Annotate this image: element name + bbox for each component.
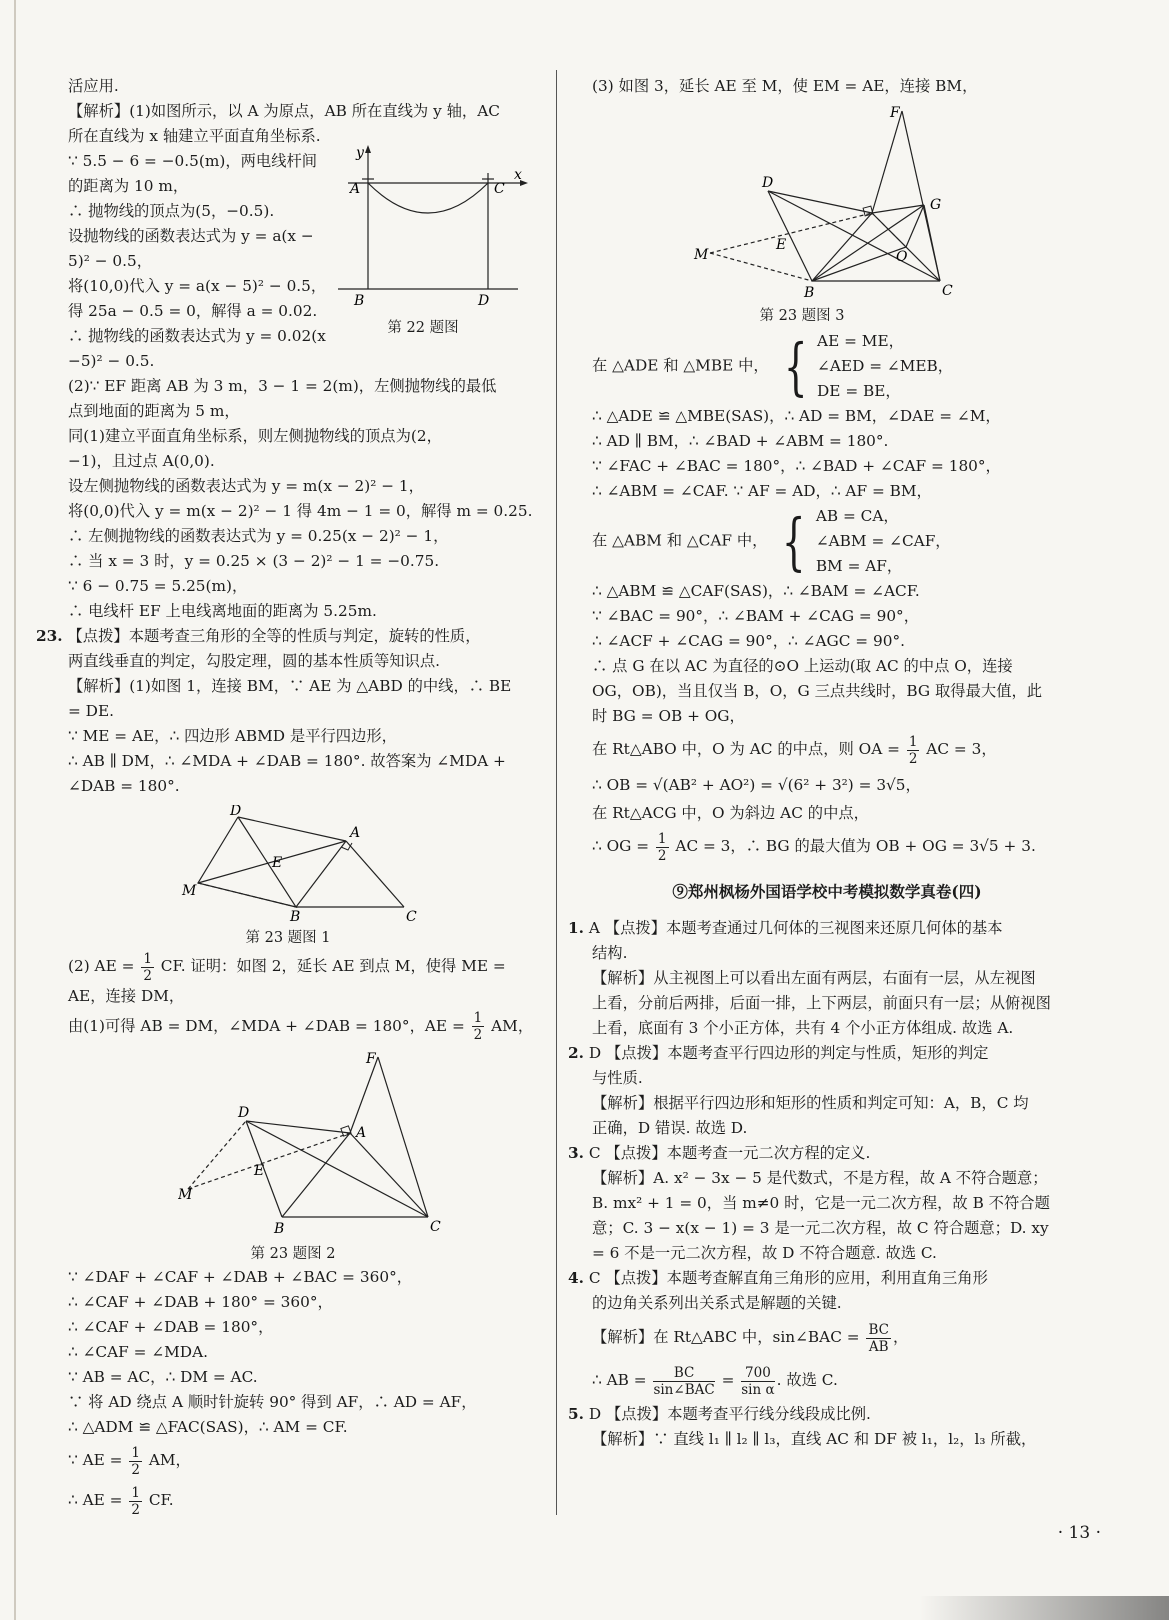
label-A: A (356, 1125, 367, 1141)
label-F: F (890, 105, 900, 121)
fraction (472, 1010, 485, 1043)
label-C: C (406, 909, 417, 923)
text-segment: ∵ AE = (68, 1451, 123, 1469)
text-line: ∴ ∠ABM = ∠CAF. ∵ AF = AD，∴ AF = BM， (592, 482, 932, 500)
text-line: ∴ 抛物线的顶点为(5，−0.5). (68, 202, 275, 220)
label-C: C (942, 283, 953, 299)
figure-22 (338, 143, 538, 336)
fraction (741, 1365, 774, 1398)
label-F: F (366, 1051, 376, 1067)
fraction-den: 2 (473, 1027, 483, 1043)
text-line: ∵ 5.5 − 6 = −0.5(m)，两电线杆间 (68, 152, 318, 170)
text-line: −1)，且过点 A(0,0). (68, 452, 215, 470)
fraction-den: 2 (131, 1461, 140, 1478)
text-line: ∵ ME = AE，∴ 四边形 ABMD 是平行四边形， (68, 727, 397, 745)
text-line: ∵ ∠DAF + ∠CAF + ∠DAB + ∠BAC = 360°， (68, 1268, 413, 1286)
system-lines (816, 504, 951, 579)
item-header (568, 1266, 1062, 1291)
answer-item-5 (568, 1402, 1062, 1452)
text-line: −5)² − 0.5. (68, 352, 155, 370)
system-lines (817, 329, 953, 404)
text-line: ∴ ∠CAF = ∠MDA. (68, 1343, 208, 1361)
text-line: (3) 如图 3，延长 AE 至 M，使 EM = AE，连接 BM， (592, 77, 978, 95)
text-line: 【解析】A. x² − 3x − 5 是代数式，不是方程，故 A 不符合题意； (592, 1169, 1048, 1187)
label-D: D (762, 175, 774, 191)
text-line: ∵ ∠BAC = 90°，∴ ∠BAM + ∠CAG = 90°， (592, 607, 920, 625)
fraction (907, 734, 920, 767)
label-D: D (238, 1105, 250, 1121)
fraction-den: 2 (131, 1501, 140, 1518)
item-answer: C (588, 1269, 601, 1287)
label-x: x (514, 167, 522, 183)
label-y: y (356, 145, 364, 161)
text-line: ∴ 左侧抛物线的函数表达式为 y = 0.25(x − 2)² − 1， (68, 527, 449, 545)
item-tip: 【点拨】本题考查通过几何体的三视图来还原几何体的基本 (604, 919, 1003, 937)
text-line: 【解析】∵ 直线 l₁ ∥ l₂ ∥ l₃，直线 AC 和 DF 被 l₁，l₂，l₃ 所截， (592, 1430, 1037, 1448)
q23-number: 23. (36, 627, 63, 645)
figure-23-2 (178, 1049, 458, 1265)
text-line: 同(1)建立平面直角坐标系，则左侧抛物线的顶点为(2， (68, 427, 442, 445)
text-line: ∴ 电线杆 EF 上电线离地面的距离为 5.25m. (68, 602, 377, 620)
text-line: 5)² − 0.5， (68, 252, 152, 270)
figure-23-3-diagram (692, 101, 972, 301)
text-segment: 故选 C. (786, 1371, 838, 1389)
text-line: 意；C. 3 − x(x − 1) = 3 是一元二次方程，故 C 符合题意；D. xy (592, 1219, 1049, 1237)
fraction-den: sin α (741, 1381, 775, 1398)
item-tip: 【点拨】本题考查平行四边形的判定与性质，矩形的判定 (606, 1044, 989, 1062)
text-line: ∴ AD ∥ BM，∴ ∠BAD + ∠ABM = 180°. (592, 432, 889, 450)
page-number: · 13 · (1057, 1523, 1101, 1543)
text-line: ∴ △ABM ≌ △CAF(SAS)，∴ ∠BAM = ∠ACF. (592, 582, 920, 600)
system-line: BM = AF， (815, 557, 903, 575)
answer-item-1 (568, 916, 1062, 1041)
item-number: 4. (568, 1269, 584, 1287)
text-line (592, 729, 1062, 769)
text-line: 与性质. (592, 1069, 643, 1087)
text-line: 得 25a − 0.5 = 0，解得 a = 0.02. (68, 302, 318, 320)
text-line: 的边角关系列出关系式是解题的关键. (592, 1294, 842, 1312)
text-line (68, 1480, 538, 1520)
figure-22-caption: 第 22 题图 (387, 320, 459, 336)
system-line: AB = CA， (815, 507, 899, 525)
text-line: 所在直线为 x 轴建立平面直角坐标系. (68, 127, 321, 145)
text-segment: 【解析】在 Rt△ABC 中，sin∠BAC = (592, 1328, 860, 1346)
text-line: ∠DAB = 180°. (68, 777, 180, 795)
fraction-num: 700 (741, 1365, 774, 1382)
item-answer: D (588, 1044, 602, 1062)
label-A: A (350, 181, 361, 197)
label-G: G (930, 197, 942, 213)
text-line: 上看，底面有 3 个小正方体，共有 4 个小正方体组成. 故选 A. (592, 1019, 1014, 1037)
label-E: E (272, 855, 283, 871)
item-number: 3. (568, 1144, 584, 1162)
item-answer: C (588, 1144, 601, 1162)
system-1 (592, 329, 1062, 404)
item-answer: D (588, 1405, 602, 1423)
fraction (141, 951, 154, 984)
text-line: ∴ OB = √(AB² + AO²) = √(6² + 3²) = 3√5， (592, 776, 921, 794)
text-line (68, 1009, 538, 1044)
text-line: ∵ 将 AD 绕点 A 顺时针旋转 90° 得到 AF，∴ AD = AF， (68, 1393, 477, 1411)
label-B: B (804, 285, 815, 301)
text-line: ∴ ∠CAF + ∠DAB = 180°， (68, 1318, 274, 1336)
equation-system (772, 504, 950, 579)
text-line: ∴ 当 x = 3 时，y = 0.25 × (3 − 2)² − 1 = −0.75. (68, 552, 440, 570)
answer-item-2 (568, 1041, 1062, 1141)
fraction-num: BC (868, 1321, 889, 1338)
text-segment: ∴ AE = (68, 1491, 123, 1509)
fraction-den: 2 (657, 847, 667, 864)
answer-item-4 (568, 1266, 1062, 1402)
text-segment: ∴ AB = (592, 1371, 647, 1389)
text-segment: CF. 证明：如图 2，延长 AE 到点 M，使得 ME = (160, 957, 506, 975)
text-segment: AC = 3，∴ BG 的最大值为 OB + OG = 3√5 + 3. (675, 837, 1036, 855)
text-line: 设抛物线的函数表达式为 y = a(x − (68, 227, 314, 245)
text-line: (2)∵ EF 距离 AB 为 3 m，3 − 1 = 2(m)，左侧抛物线的最低 (68, 377, 497, 395)
text-segment: AM， (148, 1451, 191, 1469)
item-tip: 【点拨】本题考查一元二次方程的定义. (605, 1144, 871, 1162)
section-title: ⑨郑州枫杨外国语学校中考模拟数学真卷(四) (672, 882, 982, 901)
text-line: OG，OB)，当且仅当 B，O，G 三点共线时，BG 取得最大值，此 (592, 682, 1043, 700)
text-line: ∵ 6 − 0.75 = 5.25(m)， (68, 577, 248, 595)
text-line: ∴ △ADM ≌ △FAC(SAS)，∴ AM = CF. (68, 1418, 348, 1436)
fraction-num: 1 (473, 1010, 483, 1026)
fraction-den: sin∠BAC (653, 1381, 715, 1398)
fraction-den: 2 (908, 750, 918, 767)
figure-23-1-diagram (178, 805, 438, 923)
label-M: M (694, 247, 709, 263)
text-line: 【解析】(1)如图所示，以 A 为原点，AB 所在直线为 y 轴，AC (68, 102, 500, 120)
text-segment: AM， (491, 1016, 534, 1035)
fraction (866, 1322, 891, 1355)
scan-shadow (919, 1596, 1169, 1620)
figure-23-1 (178, 805, 438, 949)
text-line: B. mx² + 1 = 0，当 m≠0 时，它是一元二次方程，故 B 不符合题 (592, 1194, 1050, 1212)
text-line: 上看，分前后两排，后面一排，上下两层，前面只有一层；从俯视图 (592, 994, 1051, 1012)
item-header (568, 1402, 1062, 1427)
brace: { (782, 504, 806, 578)
text-line: 两直线垂直的判定，勾股定理，圆的基本性质等知识点. (68, 652, 440, 670)
figure-23-3-caption: 第 23 题图 3 (759, 308, 845, 324)
label-B: B (354, 293, 365, 309)
text-line: ∴ △ADE ≌ △MBE(SAS)，∴ AD = BM，∠DAE = ∠M， (592, 407, 1001, 425)
text-segment: 由(1)可得 AB = DM，∠MDA + ∠DAB = 180°，AE = (68, 1016, 465, 1035)
text-line: 将(0,0)代入 y = m(x − 2)² − 1 得 4m − 1 = 0，解得 m = 0.25. (68, 502, 533, 520)
figure-22-diagram (338, 143, 538, 313)
text-line: 将(10,0)代入 y = a(x − 5)² − 0.5， (68, 277, 327, 295)
text-line (592, 826, 1062, 866)
text-line: 正确，D 错误. 故选 D. (592, 1119, 748, 1137)
text-segment: AC = 3， (926, 740, 997, 758)
system-line: AE = ME， (817, 332, 904, 350)
item-number: 5. (568, 1405, 584, 1423)
system-2 (592, 504, 1062, 579)
right-column (568, 74, 1062, 1452)
text-line: 的距离为 10 m， (68, 177, 189, 195)
text-line (68, 1440, 538, 1480)
text-line: 【解析】根据平行四边形和矩形的性质和判定可知：A，B，C 均 (592, 1094, 1029, 1112)
item-header (568, 1141, 1062, 1166)
item-number: 1. (568, 919, 584, 937)
figure-23-1-caption: 第 23 题图 1 (245, 930, 331, 946)
system-line: ∠ABM = ∠CAF， (815, 532, 951, 550)
fraction-num: 1 (131, 1444, 140, 1461)
column-divider (556, 70, 557, 1515)
label-A: A (350, 825, 361, 841)
text-line: 【解析】(1)如图 1，连接 BM，∵ AE 为 △ABD 的中线，∴ BE (68, 677, 512, 695)
label-E: E (776, 237, 787, 253)
text-line: 时 BG = OB + OG， (592, 707, 745, 725)
left-column (36, 74, 538, 1520)
fraction (653, 1365, 714, 1398)
text-line: 活应用. (68, 77, 119, 95)
system-line: DE = BE， (817, 382, 901, 400)
equation-system (774, 329, 953, 404)
text-line: ∴ ∠ACF + ∠CAG = 90°，∴ ∠AGC = 90°. (592, 632, 905, 650)
fraction-den: AB (868, 1338, 889, 1355)
text-segment: 在 Rt△ABO 中，O 为 AC 的中点，则 OA = (592, 740, 900, 758)
item-header (568, 1041, 1062, 1066)
text-segment: 在 △ABM 和 △CAF 中， (592, 531, 768, 550)
text-line: AE，连接 DM， (68, 986, 185, 1005)
figure-23-3 (692, 101, 972, 327)
text-line (68, 949, 538, 984)
item-header (568, 916, 1062, 941)
fraction-num: 1 (143, 950, 152, 967)
text-segment: CF. (148, 1491, 174, 1509)
text-segment: (2) AE = (68, 957, 135, 975)
label-E: E (254, 1163, 265, 1179)
label-M: M (178, 1187, 193, 1203)
text-line: 【解析】在 Rt△ABC 中，sin∠BAC = $\frac{BC}{AB}$ ， (592, 1321, 909, 1355)
text-line: 设左侧抛物线的函数表达式为 y = m(x − 2)² − 1， (68, 477, 424, 495)
text-line: 【解析】从主视图上可以看出左面有两层，右面有一层，从左视图 (592, 969, 1036, 987)
answer-item-3 (568, 1141, 1062, 1266)
fraction-num: 1 (131, 1484, 140, 1501)
text-line: ∴ 抛物线的函数表达式为 y = 0.02(x (68, 327, 326, 345)
text-line: 点到地面的距离为 5 m， (68, 402, 240, 420)
label-C: C (430, 1219, 441, 1235)
fraction (129, 1445, 142, 1478)
fraction (656, 831, 669, 864)
fraction-num: 1 (657, 830, 667, 847)
fraction-den: 2 (143, 967, 152, 984)
system-line: ∠AED = ∠MEB， (817, 357, 954, 375)
item-answer: A (588, 919, 600, 937)
page-edge (14, 0, 16, 1620)
text-line: 【点拨】本题考查三角形的全等的性质与判定，旋转的性质， (67, 627, 481, 645)
brace: { (783, 329, 808, 403)
figure-23-2-caption: 第 23 题图 2 (250, 1246, 336, 1262)
label-B: B (290, 909, 301, 923)
text-line: ∴ AB = $\frac{BC}{\text{sin∠BAC}}$ = $\frac{700}{\text{sin α}}$ . 故选 C. (592, 1364, 838, 1398)
fraction-num: BC (653, 1365, 714, 1382)
text-line: ∴ ∠CAF + ∠DAB + 180° = 360°， (68, 1293, 333, 1311)
text-segment: ∴ OG = (592, 837, 650, 855)
label-D: D (478, 293, 490, 309)
fraction (129, 1485, 142, 1518)
text-line: ∵ ∠FAC + ∠BAC = 180°，∴ ∠BAD + ∠CAF = 180°， (592, 457, 1001, 475)
item-tip: 【点拨】本题考查解直角三角形的应用，利用直角三角形 (605, 1269, 988, 1287)
fraction-num: 1 (908, 733, 918, 750)
text-line: = 6 不是一元二次方程，故 D 不符合题意. 故选 C. (592, 1244, 937, 1262)
label-D: D (230, 805, 242, 819)
figure-23-2-diagram (178, 1049, 458, 1239)
text-line: = DE. (68, 702, 114, 720)
label-M: M (182, 883, 197, 899)
text-line: ∴ AB ∥ DM，∴ ∠MDA + ∠DAB = 180°. 故答案为 ∠MDA + (68, 752, 506, 770)
item-number: 2. (568, 1044, 584, 1062)
text-line: 结构. (592, 944, 628, 962)
label-O: O (896, 249, 908, 265)
text-line: ∵ AB = AC，∴ DM = AC. (68, 1368, 258, 1386)
label-C: C (494, 181, 505, 197)
label-B: B (274, 1221, 285, 1237)
item-tip: 【点拨】本题考查平行线分线段成比例. (606, 1405, 871, 1423)
q23-header (36, 624, 538, 649)
text-line: 在 Rt△ACG 中，O 为斜边 AC 的中点， (592, 804, 869, 822)
text-segment: 在 △ADE 和 △MBE 中， (592, 356, 769, 375)
text-line: ∴ 点 G 在以 AC 为直径的⊙O 上运动(取 AC 的中点 O，连接 (592, 657, 1013, 675)
